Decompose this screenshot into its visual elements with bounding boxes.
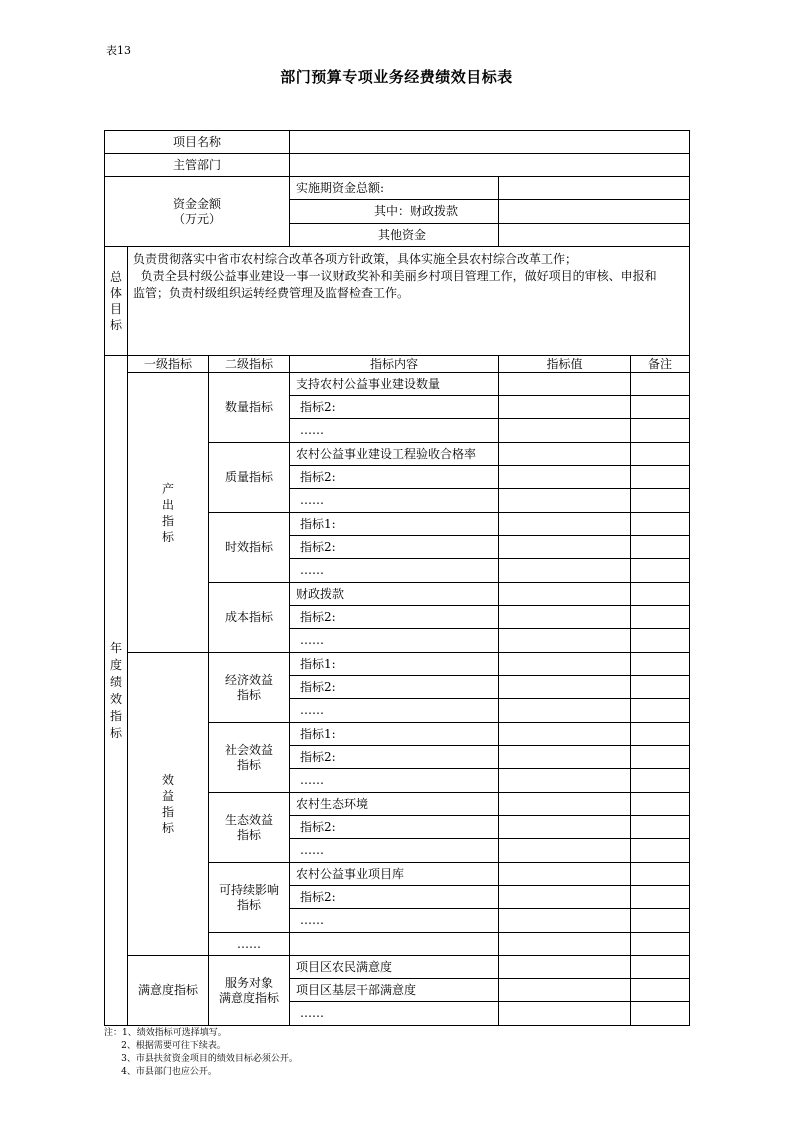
quality-indicator-label: 质量指标 [208, 442, 290, 513]
benefit-label-char: 效 [161, 773, 174, 787]
social-benefit-line1: 社会效益 [224, 742, 273, 757]
indicator-content-cell: …… [289, 1001, 499, 1026]
indicator-value-cell[interactable] [498, 698, 631, 723]
annual-label-char: 指 [109, 708, 122, 723]
col-header-level2: 二级指标 [208, 355, 290, 373]
indicator-value-cell[interactable] [498, 745, 631, 769]
quantity-indicator-label: 数量指标 [208, 372, 290, 443]
indicator-content-cell: 指标1: [289, 722, 499, 746]
indicator-remark-cell[interactable] [630, 582, 690, 606]
indicator-remark-cell[interactable] [630, 838, 690, 863]
fund-total-label: 实施期资金总额: [289, 176, 499, 200]
indicator-content-cell: 项目区基层干部满意度 [289, 978, 499, 1002]
indicator-remark-cell[interactable] [630, 372, 690, 396]
indicator-value-cell[interactable] [498, 862, 631, 886]
benefit-more-label: …… [208, 932, 290, 956]
summary-label-char: 总 [109, 270, 122, 284]
social-benefit-label [208, 722, 290, 793]
economic-benefit-label [208, 652, 290, 723]
indicator-remark-cell[interactable] [630, 768, 690, 793]
fund-fiscal-value[interactable] [498, 199, 690, 224]
fund-other-label: 其他资金 [289, 223, 499, 247]
footnote-2: 2、根据需要可往下续表。 [104, 1041, 226, 1051]
indicator-value-cell[interactable] [498, 605, 631, 629]
indicator-remark-cell[interactable] [630, 535, 690, 559]
summary-label-char: 目 [109, 302, 122, 316]
indicator-content-cell: …… [289, 768, 499, 793]
indicator-remark-cell[interactable] [630, 815, 690, 839]
economic-benefit-line2: 指标 [236, 687, 261, 702]
satisfaction-indicator-label: 满意度指标 [127, 955, 209, 1026]
col-header-value: 指标值 [498, 355, 631, 373]
annual-label-char: 绩 [109, 674, 122, 689]
indicator-value-cell[interactable] [498, 395, 631, 419]
indicator-value-cell[interactable] [498, 535, 631, 559]
indicator-value-cell[interactable] [498, 978, 631, 1002]
indicator-content-cell: …… [289, 558, 499, 583]
indicator-content-cell: 指标2: [289, 675, 499, 699]
summary-label-char: 标 [109, 318, 122, 332]
indicator-value-cell[interactable] [498, 442, 631, 466]
indicator-content-cell: 项目区农民满意度 [289, 955, 499, 979]
benefit-indicator-label [127, 652, 209, 956]
indicator-content-cell: …… [289, 908, 499, 933]
indicator-value-cell[interactable] [498, 838, 631, 863]
annual-label-char: 效 [109, 691, 122, 706]
indicator-value-cell[interactable] [498, 885, 631, 909]
service-satisfaction-line2: 满意度指标 [218, 990, 279, 1005]
indicator-value-cell[interactable] [498, 418, 631, 443]
indicator-remark-cell[interactable] [630, 932, 690, 956]
fund-total-value[interactable] [498, 176, 690, 200]
indicator-remark-cell[interactable] [630, 978, 690, 1002]
indicator-remark-cell[interactable] [630, 442, 690, 466]
ecological-benefit-line2: 指标 [236, 827, 261, 842]
output-label-char: 产 [161, 481, 174, 496]
fund-amount-label-line2: （万元） [172, 211, 221, 226]
annual-label-char: 年 [109, 640, 122, 655]
indicator-content-cell: 支持农村公益事业建设数量 [289, 372, 499, 396]
benefit-label-char: 指 [161, 805, 174, 819]
indicator-remark-cell[interactable] [630, 418, 690, 443]
annual-indicator-label [104, 355, 128, 1026]
indicator-remark-cell[interactable] [630, 792, 690, 816]
indicator-content-cell: 财政拨款 [289, 582, 499, 606]
fund-amount-label [104, 176, 290, 247]
output-label-char: 出 [161, 497, 174, 512]
project-name-value[interactable] [289, 130, 690, 154]
summary-label [104, 246, 128, 356]
fund-amount-label-line1: 资金金额 [172, 196, 221, 211]
indicator-value-cell[interactable] [498, 558, 631, 583]
indicator-value-cell[interactable] [498, 675, 631, 699]
footnote-4: 4、市县部门也应公开。 [104, 1067, 217, 1077]
output-label-char: 标 [161, 529, 174, 544]
indicator-remark-cell[interactable] [630, 722, 690, 746]
indicator-remark-cell[interactable] [630, 395, 690, 419]
indicator-content-cell: 农村生态环境 [289, 792, 499, 816]
indicator-value-cell[interactable] [498, 908, 631, 933]
benefit-label-char: 益 [161, 789, 174, 803]
indicator-content-cell: 指标2: [289, 885, 499, 909]
indicator-value-cell[interactable] [498, 1001, 631, 1026]
dept-value[interactable] [289, 153, 690, 177]
indicator-content-cell: 指标2: [289, 815, 499, 839]
indicator-content-cell: …… [289, 488, 499, 513]
indicator-content-cell [289, 932, 499, 956]
cost-indicator-label: 成本指标 [208, 582, 290, 653]
indicator-content-cell: …… [289, 698, 499, 723]
indicator-content-cell: 农村公益事业建设工程验收合格率 [289, 442, 499, 466]
col-header-level1: 一级指标 [127, 355, 209, 373]
ecological-benefit-label [208, 792, 290, 863]
fund-fiscal-label: 其中：财政拨款 [289, 199, 499, 224]
footnote-3: 3、市县扶贫资金项目的绩效目标必须公开。 [104, 1054, 298, 1064]
sustainability-label [208, 862, 290, 933]
indicator-content-cell: 指标1: [289, 512, 499, 536]
indicator-value-cell[interactable] [498, 465, 631, 489]
indicator-value-cell[interactable] [498, 488, 631, 513]
indicator-content-cell: 指标2: [289, 745, 499, 769]
table-number: 表13 [106, 44, 131, 57]
indicator-remark-cell[interactable] [630, 558, 690, 583]
footnotes [104, 1027, 298, 1079]
indicator-value-cell[interactable] [498, 955, 631, 979]
page-title: 部门预算专项业务经费绩效目标表 [280, 68, 513, 86]
indicator-content-cell: 指标2: [289, 395, 499, 419]
indicator-remark-cell[interactable] [630, 488, 690, 513]
social-benefit-line2: 指标 [236, 757, 261, 772]
sustainability-line2: 指标 [236, 897, 261, 912]
output-indicator-label [127, 372, 209, 653]
col-header-content: 指标内容 [289, 355, 499, 373]
indicator-remark-cell[interactable] [630, 955, 690, 979]
summary-label-char: 体 [109, 286, 122, 300]
indicator-content-cell: …… [289, 838, 499, 863]
indicator-value-cell[interactable] [498, 372, 631, 396]
timeliness-indicator-label: 时效指标 [208, 512, 290, 583]
indicator-remark-cell[interactable] [630, 885, 690, 909]
indicator-content-cell: 农村公益事业项目库 [289, 862, 499, 886]
annual-label-char: 标 [109, 725, 122, 740]
indicator-remark-cell[interactable] [630, 605, 690, 629]
economic-benefit-line1: 经济效益 [224, 672, 273, 687]
summary-line-2: 负责全县村级公益事业建设一事一议财政奖补和美丽乡村项目管理工作，做好项目的审核、申报和 [133, 269, 657, 283]
footnote-1: 注：1、绩效指标可选择填写。 [104, 1028, 227, 1038]
indicator-value-cell[interactable] [498, 582, 631, 606]
sustainability-line1: 可持续影响 [218, 882, 279, 897]
indicator-value-cell[interactable] [498, 932, 631, 956]
indicator-remark-cell[interactable] [630, 652, 690, 676]
indicator-value-cell[interactable] [498, 722, 631, 746]
service-satisfaction-line1: 服务对象 [224, 975, 273, 990]
summary-line-1: 负责贯彻落实中省市农村综合改革各项方针政策，具体实施全县农村综合改革工作； [133, 252, 578, 266]
indicator-content-cell: 指标2: [289, 465, 499, 489]
indicator-remark-cell[interactable] [630, 675, 690, 699]
summary-line-3: 监管；负责村级组织运转经费管理及监督检查工作。 [133, 286, 410, 300]
indicator-remark-cell[interactable] [630, 698, 690, 723]
indicator-remark-cell[interactable] [630, 1001, 690, 1026]
indicator-content-cell: …… [289, 628, 499, 653]
indicator-value-cell[interactable] [498, 628, 631, 653]
project-name-label: 项目名称 [104, 130, 290, 154]
service-satisfaction-label [208, 955, 290, 1026]
indicator-remark-cell[interactable] [630, 465, 690, 489]
benefit-label-char: 标 [161, 821, 174, 835]
indicator-value-cell[interactable] [498, 768, 631, 793]
output-label-char: 指 [161, 513, 174, 528]
fund-other-value[interactable] [498, 223, 690, 247]
indicator-remark-cell[interactable] [630, 745, 690, 769]
ecological-benefit-line1: 生态效益 [224, 812, 273, 827]
indicator-content-cell: 指标1: [289, 652, 499, 676]
indicator-remark-cell[interactable] [630, 628, 690, 653]
indicator-content-cell: 指标2: [289, 535, 499, 559]
indicator-remark-cell[interactable] [630, 908, 690, 933]
indicator-content-cell: 指标2: [289, 605, 499, 629]
col-header-remark: 备注 [630, 355, 690, 373]
annual-label-char: 度 [109, 657, 122, 672]
indicator-value-cell[interactable] [498, 792, 631, 816]
dept-label: 主管部门 [104, 153, 290, 177]
indicator-remark-cell[interactable] [630, 862, 690, 886]
indicator-content-cell: …… [289, 418, 499, 443]
indicator-remark-cell[interactable] [630, 512, 690, 536]
indicator-value-cell[interactable] [498, 652, 631, 676]
indicator-value-cell[interactable] [498, 815, 631, 839]
summary-text[interactable] [127, 246, 690, 356]
indicator-value-cell[interactable] [498, 512, 631, 536]
